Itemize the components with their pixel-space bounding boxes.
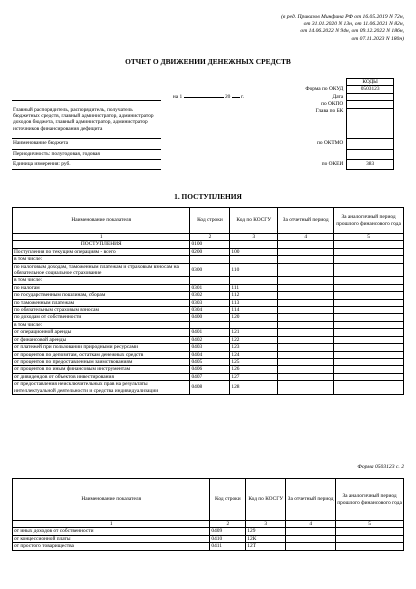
receipts-table-continued-body (13, 528, 404, 550)
row-name: от процентов по предоставленным заимствованиям (13, 358, 190, 365)
row-kosgu: 114 (230, 307, 278, 314)
row-kosgu: 111 (230, 284, 278, 291)
row-name: по налоговым доходам, таможенным платежам и страховым взносам на обязательное социальное страхование (13, 263, 190, 277)
row-kosgu (230, 256, 278, 263)
col-header-name: Наименование показателя (13, 479, 210, 521)
col-header-previous: За аналогичный период прошлого финансового года (336, 479, 404, 521)
row-current-value (278, 299, 334, 306)
table-row (13, 535, 404, 542)
date-label: Дата (332, 93, 344, 100)
row-code: 0400 (190, 314, 230, 321)
row-current-value (278, 336, 334, 343)
document-title: ОТЧЕТ О ДВИЖЕНИИ ДЕНЕЖНЫХ СРЕДСТВ (125, 57, 291, 66)
row-kosgu: 122 (230, 336, 278, 343)
row-current-value (286, 543, 336, 550)
row-code: 0408 (190, 381, 230, 395)
oktmo-value (347, 138, 394, 149)
table-row (13, 344, 404, 351)
okpo-label: по ОКПО (321, 100, 344, 107)
row-previous-value (334, 351, 404, 358)
receipts-table-body (13, 241, 404, 395)
row-name: по государственным пошлинам, сборам (13, 292, 190, 299)
row-code: 0303 (190, 299, 230, 306)
redaction-line: от 07.11.2023 N 180н) (351, 35, 404, 42)
row-name: ПОСТУПЛЕНИЯ (13, 241, 190, 248)
row-name: от дивидендов от объектов инвестирования (13, 373, 190, 380)
row-name: от операционной аренды (13, 329, 190, 336)
table-row (13, 543, 404, 550)
row-previous-value (334, 248, 404, 255)
col-header-current: За отчетный период (278, 208, 334, 234)
section-title: 1. ПОСТУПЛЕНИЯ (174, 192, 242, 201)
col-header-current: За отчетный период (286, 479, 336, 521)
row-current-value (278, 329, 334, 336)
table-row (13, 366, 404, 373)
row-previous-value (334, 321, 404, 328)
okud-value: 0503123 (347, 86, 394, 93)
row-code: 0402 (190, 336, 230, 343)
row-current-value (278, 307, 334, 314)
col-header-code: Код строки (190, 208, 230, 234)
row-code: 0200 (190, 248, 230, 255)
okud-label: Форма по ОКУД (305, 86, 344, 93)
row-previous-value (334, 256, 404, 263)
row-kosgu: 12К (246, 535, 286, 542)
row-code: 0407 (190, 373, 230, 380)
row-code: 0401 (190, 329, 230, 336)
col-header-kosgu: Код по КОСГУ (230, 208, 278, 234)
table-row (13, 329, 404, 336)
report-date: на 1 20 г. Дата (172, 93, 344, 100)
table-row (13, 528, 404, 535)
row-previous-value (334, 307, 404, 314)
row-name: от простого товарищества (13, 543, 210, 550)
row-previous-value (334, 292, 404, 299)
row-kosgu: 126 (230, 366, 278, 373)
row-name: от процентов по иным финансовым инструментам (13, 366, 190, 373)
row-kosgu: 100 (230, 248, 278, 255)
row-name: от финансовой аренды (13, 336, 190, 343)
col-number: 3 (230, 234, 278, 241)
row-previous-value (334, 329, 404, 336)
row-code: 0302 (190, 292, 230, 299)
row-previous-value (334, 314, 404, 321)
row-kosgu: 124 (230, 351, 278, 358)
col-header-previous: За аналогичный период прошлого финансового года (334, 208, 404, 234)
bk-value (347, 108, 394, 138)
okei-value: 383 (347, 159, 394, 169)
row-code (190, 277, 230, 284)
row-kosgu: 120 (230, 314, 278, 321)
row-kosgu: 123 (230, 344, 278, 351)
row-code: 0100 (190, 241, 230, 248)
row-code: 0406 (190, 366, 230, 373)
row-code: 0304 (190, 307, 230, 314)
row-code: 0409 (210, 528, 246, 535)
row-kosgu: 112 (230, 292, 278, 299)
row-name: по обязательным страховым взносам (13, 307, 190, 314)
table-row (13, 292, 404, 299)
row-current-value (278, 263, 334, 277)
col-number: 1 (13, 234, 190, 241)
row-current-value (278, 277, 334, 284)
table-row (13, 248, 404, 255)
oktmo-label: по ОКТМО (316, 140, 344, 147)
col-number: 3 (246, 521, 286, 528)
table-row (13, 263, 404, 277)
row-code: 0301 (190, 284, 230, 291)
row-previous-value (334, 241, 404, 248)
row-previous-value (334, 263, 404, 277)
okpo-value (347, 101, 394, 108)
row-previous-value (334, 373, 404, 380)
row-previous-value (334, 299, 404, 306)
row-current-value (286, 528, 336, 535)
row-current-value (278, 366, 334, 373)
periodicity-label: Периодичность: полугодовая, годовая (12, 149, 161, 159)
redaction-line: от 31.01.2020 N 13н, от 11.06.2021 N 82н, (303, 21, 404, 28)
col-number: 2 (190, 234, 230, 241)
row-current-value (278, 314, 334, 321)
table-row (13, 373, 404, 380)
table-row (13, 314, 404, 321)
row-name: в том числе: (13, 277, 190, 284)
row-code: 0404 (190, 351, 230, 358)
row-name: от платежей при пользовании природными ресурсами (13, 344, 190, 351)
row-current-value (286, 535, 336, 542)
row-code (190, 256, 230, 263)
unit-label: Единица измерения: руб. (12, 159, 161, 169)
row-current-value (278, 344, 334, 351)
row-name: по таможенным платежам (13, 299, 190, 306)
row-code: 0403 (190, 344, 230, 351)
row-current-value (278, 248, 334, 255)
redaction-note (281, 14, 404, 43)
table-row (13, 284, 404, 291)
date-value (347, 93, 394, 100)
redaction-line: от 14.06.2022 N 94н, от 09.12.2022 N 186н, (300, 28, 404, 35)
row-name: от предоставления неисключительных прав на результаты интеллектуальной деятельности и средства индивидуализации (13, 381, 190, 395)
row-name: по налогам (13, 284, 190, 291)
table-row (13, 277, 404, 284)
table-row (13, 307, 404, 314)
row-code (190, 321, 230, 328)
row-previous-value (334, 336, 404, 343)
row-previous-value (334, 344, 404, 351)
row-code: 0300 (190, 263, 230, 277)
table-row (13, 299, 404, 306)
row-current-value (278, 351, 334, 358)
row-previous-value (336, 535, 404, 542)
table-row (13, 381, 404, 395)
row-current-value (278, 373, 334, 380)
bk-label: Глава по БК (315, 108, 344, 115)
row-kosgu: 128 (230, 381, 278, 395)
header-table (12, 78, 394, 170)
row-code: 0405 (190, 358, 230, 365)
periodicity-value (347, 149, 394, 159)
receipts-table (12, 207, 404, 395)
col-number: 5 (334, 234, 404, 241)
row-previous-value (336, 528, 404, 535)
budget-label: Наименование бюджета (12, 138, 161, 149)
row-previous-value (334, 366, 404, 373)
row-current-value (278, 256, 334, 263)
row-name: от иных доходов от собственности (13, 528, 210, 535)
row-name: в том числе: (13, 256, 190, 263)
row-code: 0410 (210, 535, 246, 542)
row-name: Поступления по текущим операциям - всего (13, 248, 190, 255)
row-kosgu (230, 321, 278, 328)
col-header-name: Наименование показателя (13, 208, 190, 234)
table-row (13, 321, 404, 328)
receipts-table-continued (12, 478, 404, 551)
row-current-value (278, 241, 334, 248)
row-previous-value (334, 284, 404, 291)
row-kosgu: 127 (230, 373, 278, 380)
row-previous-value (334, 277, 404, 284)
row-kosgu: 12Т (246, 543, 286, 550)
row-current-value (278, 358, 334, 365)
row-name: по доходам от собственности (13, 314, 190, 321)
table-row (13, 256, 404, 263)
row-name: в том числе: (13, 321, 190, 328)
codes-header: КОДЫ (347, 79, 394, 86)
col-header-code: Код строки (210, 479, 246, 521)
row-kosgu (230, 277, 278, 284)
okei-label: по ОКЕИ (321, 160, 344, 167)
row-previous-value (334, 358, 404, 365)
row-name: от процентов по депозитам, остаткам денежных средств (13, 351, 190, 358)
table-row (13, 241, 404, 248)
form-caption: Форма 0503123 с. 2 (357, 464, 404, 470)
row-current-value (278, 321, 334, 328)
col-number: 1 (13, 521, 210, 528)
col-number: 4 (278, 234, 334, 241)
col-number: 4 (286, 521, 336, 528)
manager-label: Главный распорядитель, распорядитель, получатель бюджетных средств, главный администратор, администратор доходов бюджета, главный администратор, администратор источников финансирования дефицита (12, 101, 161, 138)
row-current-value (278, 284, 334, 291)
row-kosgu: 125 (230, 358, 278, 365)
row-kosgu: 121 (230, 329, 278, 336)
col-number: 5 (336, 521, 404, 528)
row-current-value (278, 381, 334, 395)
row-kosgu: 110 (230, 263, 278, 277)
row-current-value (278, 292, 334, 299)
row-previous-value (334, 381, 404, 395)
redaction-line: (в ред. Приказов Минфина РФ от 16.05.2019 N 72н, (281, 14, 404, 20)
row-previous-value (336, 543, 404, 550)
table-row (13, 351, 404, 358)
table-row (13, 336, 404, 343)
row-code: 0411 (210, 543, 246, 550)
col-number: 2 (210, 521, 246, 528)
row-kosgu: 113 (230, 299, 278, 306)
row-kosgu: 129 (246, 528, 286, 535)
table-row (13, 358, 404, 365)
row-name: от концессионной платы (13, 535, 210, 542)
col-header-kosgu: Код по КОСГУ (246, 479, 286, 521)
row-kosgu (230, 241, 278, 248)
